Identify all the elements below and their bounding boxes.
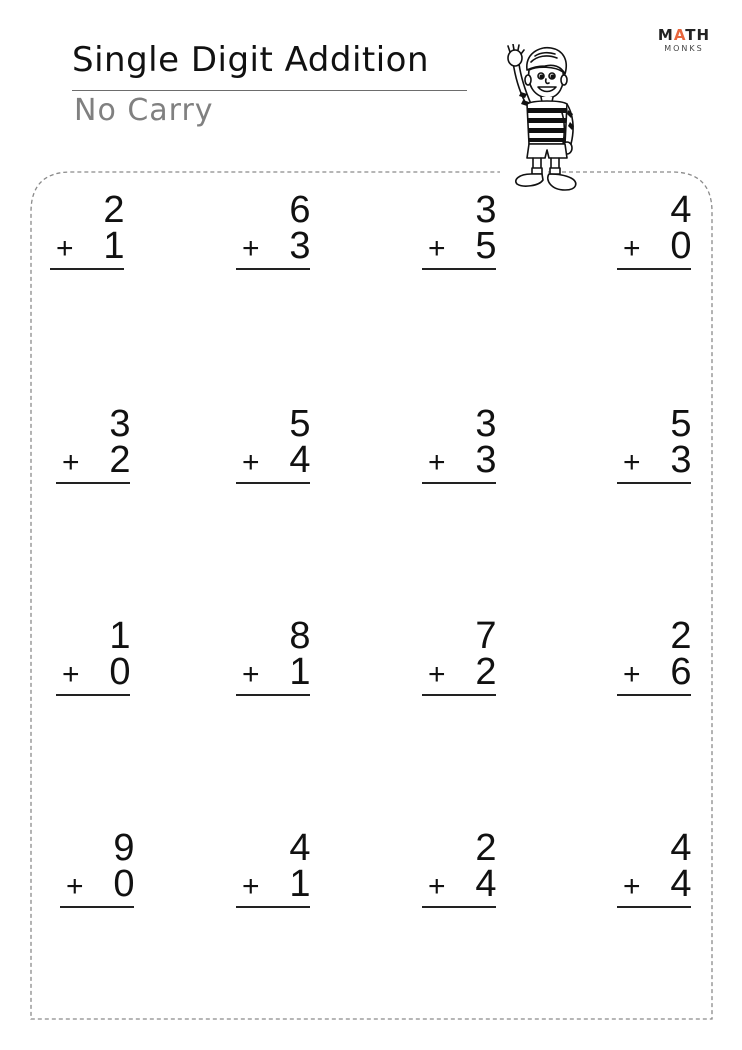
addition-problem [234, 404, 334, 494]
addition-problem [54, 616, 154, 706]
plus-sign: + [623, 232, 641, 265]
title-underline [72, 90, 467, 91]
addition-problem [58, 828, 158, 918]
answer-line [617, 268, 691, 270]
answer-line [236, 482, 310, 484]
plus-sign: + [62, 658, 80, 691]
bottom-addend: 4 [475, 863, 497, 905]
top-addend: 3 [109, 403, 131, 445]
page-title: Single Digit Addition [72, 40, 430, 80]
addition-problem [234, 828, 334, 918]
plus-sign: + [242, 870, 260, 903]
bottom-addend: 3 [289, 225, 311, 267]
addition-problem [420, 828, 520, 918]
bottom-addend: 6 [670, 651, 692, 693]
top-addend: 5 [289, 403, 311, 445]
top-addend: 4 [670, 827, 692, 869]
bottom-addend: 5 [475, 225, 497, 267]
plus-sign: + [428, 446, 446, 479]
logo-tagline: MONKS [664, 44, 704, 53]
logo-letters-m: M [657, 26, 674, 44]
plus-sign: + [623, 870, 641, 903]
top-addend: 8 [289, 615, 311, 657]
logo-wordmark [652, 26, 716, 44]
addition-problem [615, 190, 715, 280]
bottom-addend: 4 [670, 863, 692, 905]
math-monks-logo [652, 26, 716, 54]
bottom-addend: 1 [289, 863, 311, 905]
addition-problem [54, 404, 154, 494]
bottom-addend: 1 [103, 225, 125, 267]
plus-sign: + [66, 870, 84, 903]
addition-problem [420, 190, 520, 280]
bottom-addend: 1 [289, 651, 311, 693]
top-addend: 5 [670, 403, 692, 445]
answer-line [236, 694, 310, 696]
plus-sign: + [623, 446, 641, 479]
top-addend: 1 [109, 615, 131, 657]
addition-problem [615, 828, 715, 918]
plus-sign: + [242, 446, 260, 479]
top-addend: 3 [475, 403, 497, 445]
bottom-addend: 3 [670, 439, 692, 481]
answer-line [617, 906, 691, 908]
addition-problem [420, 616, 520, 706]
plus-sign: + [62, 446, 80, 479]
answer-line [236, 268, 310, 270]
top-addend: 4 [670, 189, 692, 231]
answer-line [422, 268, 496, 270]
answer-line [236, 906, 310, 908]
bottom-addend: 0 [109, 651, 131, 693]
bottom-addend: 4 [289, 439, 311, 481]
addition-problem [48, 190, 148, 280]
plus-sign: + [428, 232, 446, 265]
answer-line [56, 694, 130, 696]
addition-problem [615, 616, 715, 706]
answer-line [422, 482, 496, 484]
top-addend: 6 [289, 189, 311, 231]
bottom-addend: 3 [475, 439, 497, 481]
answer-line [422, 694, 496, 696]
plus-sign: + [428, 870, 446, 903]
addition-problem [234, 616, 334, 706]
plus-sign: + [56, 232, 74, 265]
bottom-addend: 0 [670, 225, 692, 267]
plus-sign: + [242, 658, 260, 691]
addition-problem [234, 190, 334, 280]
addition-problem [615, 404, 715, 494]
bottom-addend: 0 [113, 863, 135, 905]
top-addend: 7 [475, 615, 497, 657]
bottom-addend: 2 [109, 439, 131, 481]
top-addend: 2 [475, 827, 497, 869]
answer-line [60, 906, 134, 908]
plus-sign: + [242, 232, 260, 265]
top-addend: 2 [670, 615, 692, 657]
bottom-addend: 2 [475, 651, 497, 693]
waving-boy-icon [505, 44, 585, 194]
answer-line [56, 482, 130, 484]
top-addend: 9 [113, 827, 135, 869]
answer-line [422, 906, 496, 908]
plus-sign: + [623, 658, 641, 691]
top-addend: 2 [103, 189, 125, 231]
answer-line [617, 482, 691, 484]
top-addend: 4 [289, 827, 311, 869]
plus-sign: + [428, 658, 446, 691]
answer-line [50, 268, 124, 270]
top-addend: 3 [475, 189, 497, 231]
logo-letters-th: TH [685, 26, 711, 44]
addition-problem [420, 404, 520, 494]
answer-line [617, 694, 691, 696]
page-subtitle: No Carry [74, 93, 214, 128]
logo-letter-a: A [673, 26, 686, 44]
